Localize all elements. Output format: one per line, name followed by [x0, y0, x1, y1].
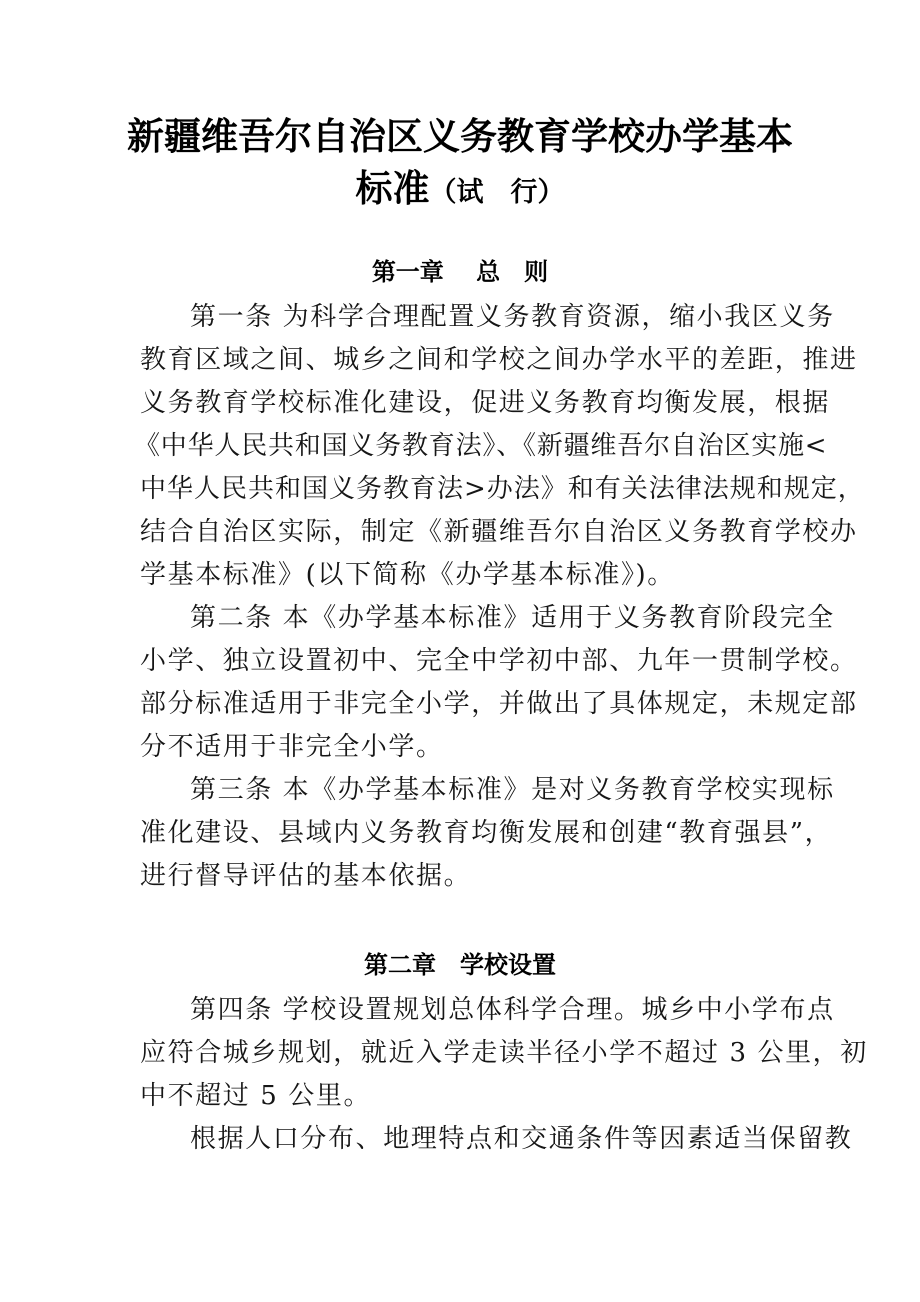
paragraph-line-1: 根据人口分布、地理特点和交通条件等因素适当保留教 [190, 1124, 853, 1154]
document-title-trial: （试 行） [429, 177, 565, 208]
document-title-line2 [0, 166, 920, 216]
article-4-line-2: 应符合城乡规划，就近入学走读半径小学不超过 3 公里，初 [140, 1038, 868, 1068]
article-1-line-4: 《中华人民共和国义务教育法》、《新疆维吾尔自治区实施< [134, 431, 828, 461]
article-1-line-1: 第一条 为科学合理配置义务教育资源，缩小我区义务 [190, 302, 835, 332]
article-1-line-6: 结合自治区实际，制定《新疆维吾尔自治区义务教育学校办 [140, 517, 858, 547]
article-1-line-5: 中华人民共和国义务教育法>办法》和有关法律法规和规定， [140, 474, 865, 504]
chapter-heading-1: 第一章 总 则 [371, 258, 549, 286]
document-title-main: 标准 [355, 167, 430, 210]
document-title-line1: 新疆维吾尔自治区义务教育学校办学基本 [127, 115, 793, 158]
article-3-line-2: 准化建设、县域内义务教育均衡发展和创建“教育强县”， [140, 818, 833, 848]
article-2-line-1: 第二条 本《办学基本标准》适用于义务教育阶段完全 [190, 603, 835, 633]
article-1-line-3: 义务教育学校标准化建设，促进义务教育均衡发展，根据 [140, 388, 831, 418]
article-3-line-1: 第三条 本《办学基本标准》是对义务教育学校实现标 [190, 775, 835, 805]
article-2-line-4: 分不适用于非完全小学。 [140, 732, 444, 762]
article-3-line-3: 进行督导评估的基本依据。 [140, 861, 472, 891]
article-4-line-3: 中不超过 5 公里。 [140, 1081, 372, 1111]
article-1-line-7: 学基本标准》(以下简称《办学基本标准》)。 [140, 560, 675, 590]
article-2-line-2: 小学、独立设置初中、完全中学初中部、九年一贯制学校。 [140, 646, 858, 676]
article-2-line-3: 部分标准适用于非完全小学，并做出了具体规定，未规定部 [140, 689, 858, 719]
article-4-line-1: 第四条 学校设置规划总体科学合理。城乡中小学布点 [190, 995, 835, 1025]
chapter-heading-2: 第二章 学校设置 [364, 951, 556, 979]
article-1-line-2: 教育区域之间、城乡之间和学校之间办学水平的差距，推进 [140, 345, 858, 375]
